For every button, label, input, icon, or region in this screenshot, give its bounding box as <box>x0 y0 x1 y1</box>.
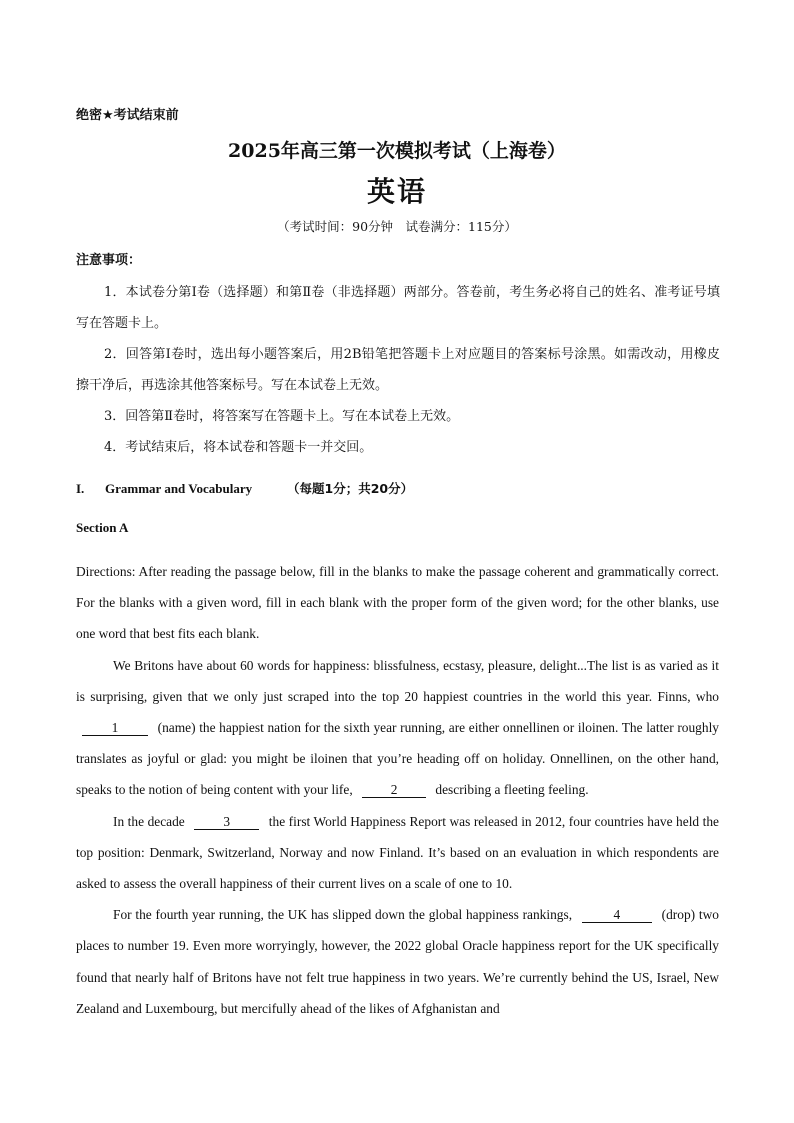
note-item: 1．本试卷分第Ⅰ卷（选择题）和第Ⅱ卷（非选择题）两部分。答卷前，考生务必将自己的姓名、准考证号填写在答题卡上。 <box>76 285 720 331</box>
passage-text: We Britons have about 60 words for happiness: blissfulness, ecstasy, pleasure, delight...The list is as varied as it is surprising, given that we only just scraped into the top 20 happiest countries in the world this year. Finns, who <box>76 657 719 704</box>
note-item: 2．回答第Ⅰ卷时，选出每小题答案后，用2B铅笔把答题卡上对应题目的答案标号涂黑。如需改动，用橡皮擦干净后，再选涂其他答案标号。写在本试卷上无效。 <box>76 347 720 393</box>
directions: Directions: After reading the passage below, fill in the blanks to make the passage coherent and grammatically correct. For the blanks with a given word, fill in each blank with the proper form of the given word; for the other blanks, use one word that best fits each blank. <box>76 564 719 642</box>
passage-paragraph-1 <box>76 650 719 806</box>
passage-text: For the fourth year running, the UK has slipped down the global happiness rankings, <box>113 907 573 923</box>
passage-text: describing a fleeting feeling. <box>435 782 589 798</box>
passage-text: (drop) two places to number 19. Even more worryingly, however, the 2022 global Oracle happiness report for the UK specifically found that nearly half of Britons have not felt true happiness in two years. We’re currently behind the US, Israel, New Zealand and Luxembourg, but mercifully ahead of the likes of Afghanistan and <box>76 907 719 1016</box>
part-number: I. <box>76 481 85 496</box>
blank-1: 1 <box>82 720 148 736</box>
blank-4: 4 <box>582 907 652 923</box>
blank-2: 2 <box>362 782 426 798</box>
exam-info: （考试时间：90分钟 试卷满分：115分） <box>277 219 517 234</box>
section-heading: Section A <box>76 520 129 535</box>
passage-text: In the decade <box>113 813 185 829</box>
notes-heading: 注意事项： <box>76 253 142 268</box>
part-heading <box>76 479 413 497</box>
passage-text: (name) the happiest nation for the sixth year running, are either onnellinen or iloinen. The latter roughly translates as joyful or glad: you might be iloinen that you’re heading off on holiday. Onnellinen, on the other hand, speaks to the notion of being content with your life, <box>76 720 719 798</box>
confidential-label: 绝密★考试结束前 <box>76 108 179 123</box>
passage-paragraph-3 <box>76 899 719 1024</box>
note-item: 3．回答第Ⅱ卷时，将答案写在答题卡上。写在本试卷上无效。 <box>104 409 460 424</box>
passage-text: the first World Happiness Report was released in 2012, four countries have held the top position: Denmark, Switzerland, Norway and now Finland. It’s based on an evaluation in which respondents are asked to assess the overall happiness of their current lives on a scale of one to 10. <box>76 813 719 892</box>
notes-list <box>76 277 720 463</box>
passage-paragraph-2 <box>76 806 719 900</box>
passage <box>76 556 719 1024</box>
part-title: Grammar and Vocabulary <box>105 481 253 496</box>
subject-title: 英语 <box>366 175 427 208</box>
note-item: 4．考试结束后，将本试卷和答题卡一并交回。 <box>104 440 373 455</box>
part-score: （每题1分；共20分） <box>287 481 414 496</box>
blank-3: 3 <box>194 814 259 830</box>
exam-title: 2025年高三第一次模拟考试（上海卷） <box>228 140 566 162</box>
